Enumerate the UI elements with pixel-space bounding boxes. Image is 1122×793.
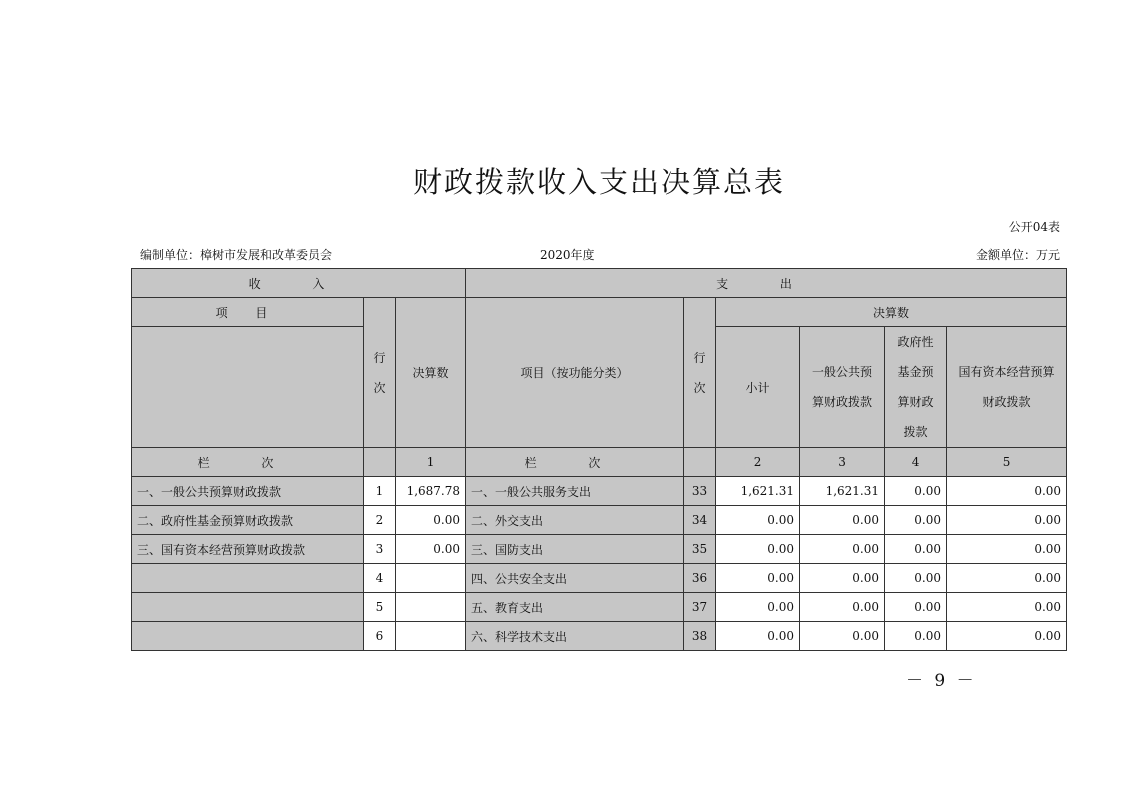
column-blank-left: [364, 448, 396, 477]
expense-row-no: 36: [684, 564, 716, 593]
income-amount: [396, 622, 466, 651]
income-item: [132, 593, 364, 622]
gov-fund-value: 0.00: [885, 535, 947, 564]
gov-fund-header: 政府性 基金预 算财政 拨款: [885, 327, 947, 448]
income-item: [132, 564, 364, 593]
income-item: 三、国有资本经营预算财政拨款: [132, 535, 364, 564]
general-budget-header: 一般公共预 算财政拨款: [800, 327, 885, 448]
table-row: [132, 506, 1067, 535]
column-number-2: 2: [716, 448, 800, 477]
column-label-left: 栏 次: [132, 448, 364, 477]
expense-item-header: 项目（按功能分类）: [466, 298, 684, 448]
income-row-no-header: 行 次: [364, 298, 396, 448]
budget-table: [131, 268, 1067, 651]
gov-fund-value: 0.00: [885, 593, 947, 622]
income-amount: [396, 593, 466, 622]
expense-row-no: 38: [684, 622, 716, 651]
column-number-5: 5: [947, 448, 1067, 477]
income-item: 二、政府性基金预算财政拨款: [132, 506, 364, 535]
expense-item: 五、教育支出: [466, 593, 684, 622]
table-row: [132, 535, 1067, 564]
income-header: 收 入: [132, 269, 466, 298]
table-row: [132, 622, 1067, 651]
expense-row-no: 35: [684, 535, 716, 564]
item-header-blank: [132, 327, 364, 448]
page-number: － 9 －: [906, 671, 977, 691]
state-capital-header: 国有资本经营预算 财政拨款: [947, 327, 1067, 448]
general-budget-value: 1,621.31: [800, 477, 885, 506]
income-row-no: 1: [364, 477, 396, 506]
form-code: 公开04表: [1008, 220, 1060, 234]
general-budget-value: 0.00: [800, 506, 885, 535]
gov-fund-value: 0.00: [885, 564, 947, 593]
column-number-3: 3: [800, 448, 885, 477]
subtotal-value: 0.00: [716, 535, 800, 564]
gov-fund-value: 0.00: [885, 622, 947, 651]
state-capital-value: 0.00: [947, 477, 1067, 506]
expense-row-no: 33: [684, 477, 716, 506]
income-amount: [396, 564, 466, 593]
general-budget-value: 0.00: [800, 593, 885, 622]
column-blank-right: [684, 448, 716, 477]
subtotal-value: 0.00: [716, 622, 800, 651]
column-number-4: 4: [885, 448, 947, 477]
state-capital-value: 0.00: [947, 593, 1067, 622]
general-budget-value: 0.00: [800, 622, 885, 651]
income-item: 一、一般公共预算财政拨款: [132, 477, 364, 506]
state-capital-value: 0.00: [947, 564, 1067, 593]
amount-group-header: 决算数: [716, 298, 1067, 327]
state-capital-value: 0.00: [947, 506, 1067, 535]
expense-row-no: 37: [684, 593, 716, 622]
gov-fund-value: 0.00: [885, 477, 947, 506]
income-row-no: 3: [364, 535, 396, 564]
column-label-right: 栏 次: [466, 448, 684, 477]
compiling-unit: 编制单位：樟树市发展和改革委员会: [140, 248, 333, 262]
state-capital-value: 0.00: [947, 622, 1067, 651]
income-row-no: 4: [364, 564, 396, 593]
expense-item: 一、一般公共服务支出: [466, 477, 684, 506]
table-row: [132, 593, 1067, 622]
income-row-no: 5: [364, 593, 396, 622]
expense-row-no-header: 行 次: [684, 298, 716, 448]
subtotal-header: 小计: [716, 327, 800, 448]
income-item: [132, 622, 364, 651]
expense-header: 支 出: [466, 269, 1067, 298]
fiscal-year: 2020年度: [540, 248, 595, 262]
income-amount: 0.00: [396, 506, 466, 535]
page-title: 财政拨款收入支出决算总表: [412, 165, 785, 199]
expense-item: 六、科学技术支出: [466, 622, 684, 651]
subtotal-value: 1,621.31: [716, 477, 800, 506]
table-row: [132, 477, 1067, 506]
gov-fund-value: 0.00: [885, 506, 947, 535]
income-amount: 0.00: [396, 535, 466, 564]
income-amount: 1,687.78: [396, 477, 466, 506]
income-row-no: 6: [364, 622, 396, 651]
amount-unit: 金额单位：万元: [975, 248, 1060, 262]
subtotal-value: 0.00: [716, 593, 800, 622]
expense-item: 二、外交支出: [466, 506, 684, 535]
column-number-1: 1: [396, 448, 466, 477]
income-row-no: 2: [364, 506, 396, 535]
state-capital-value: 0.00: [947, 535, 1067, 564]
expense-item: 四、公共安全支出: [466, 564, 684, 593]
expense-item: 三、国防支出: [466, 535, 684, 564]
general-budget-value: 0.00: [800, 564, 885, 593]
item-header: 项 目: [132, 298, 364, 327]
income-amount-header: 决算数: [396, 298, 466, 448]
table-row: [132, 564, 1067, 593]
subtotal-value: 0.00: [716, 506, 800, 535]
expense-row-no: 34: [684, 506, 716, 535]
general-budget-value: 0.00: [800, 535, 885, 564]
subtotal-value: 0.00: [716, 564, 800, 593]
